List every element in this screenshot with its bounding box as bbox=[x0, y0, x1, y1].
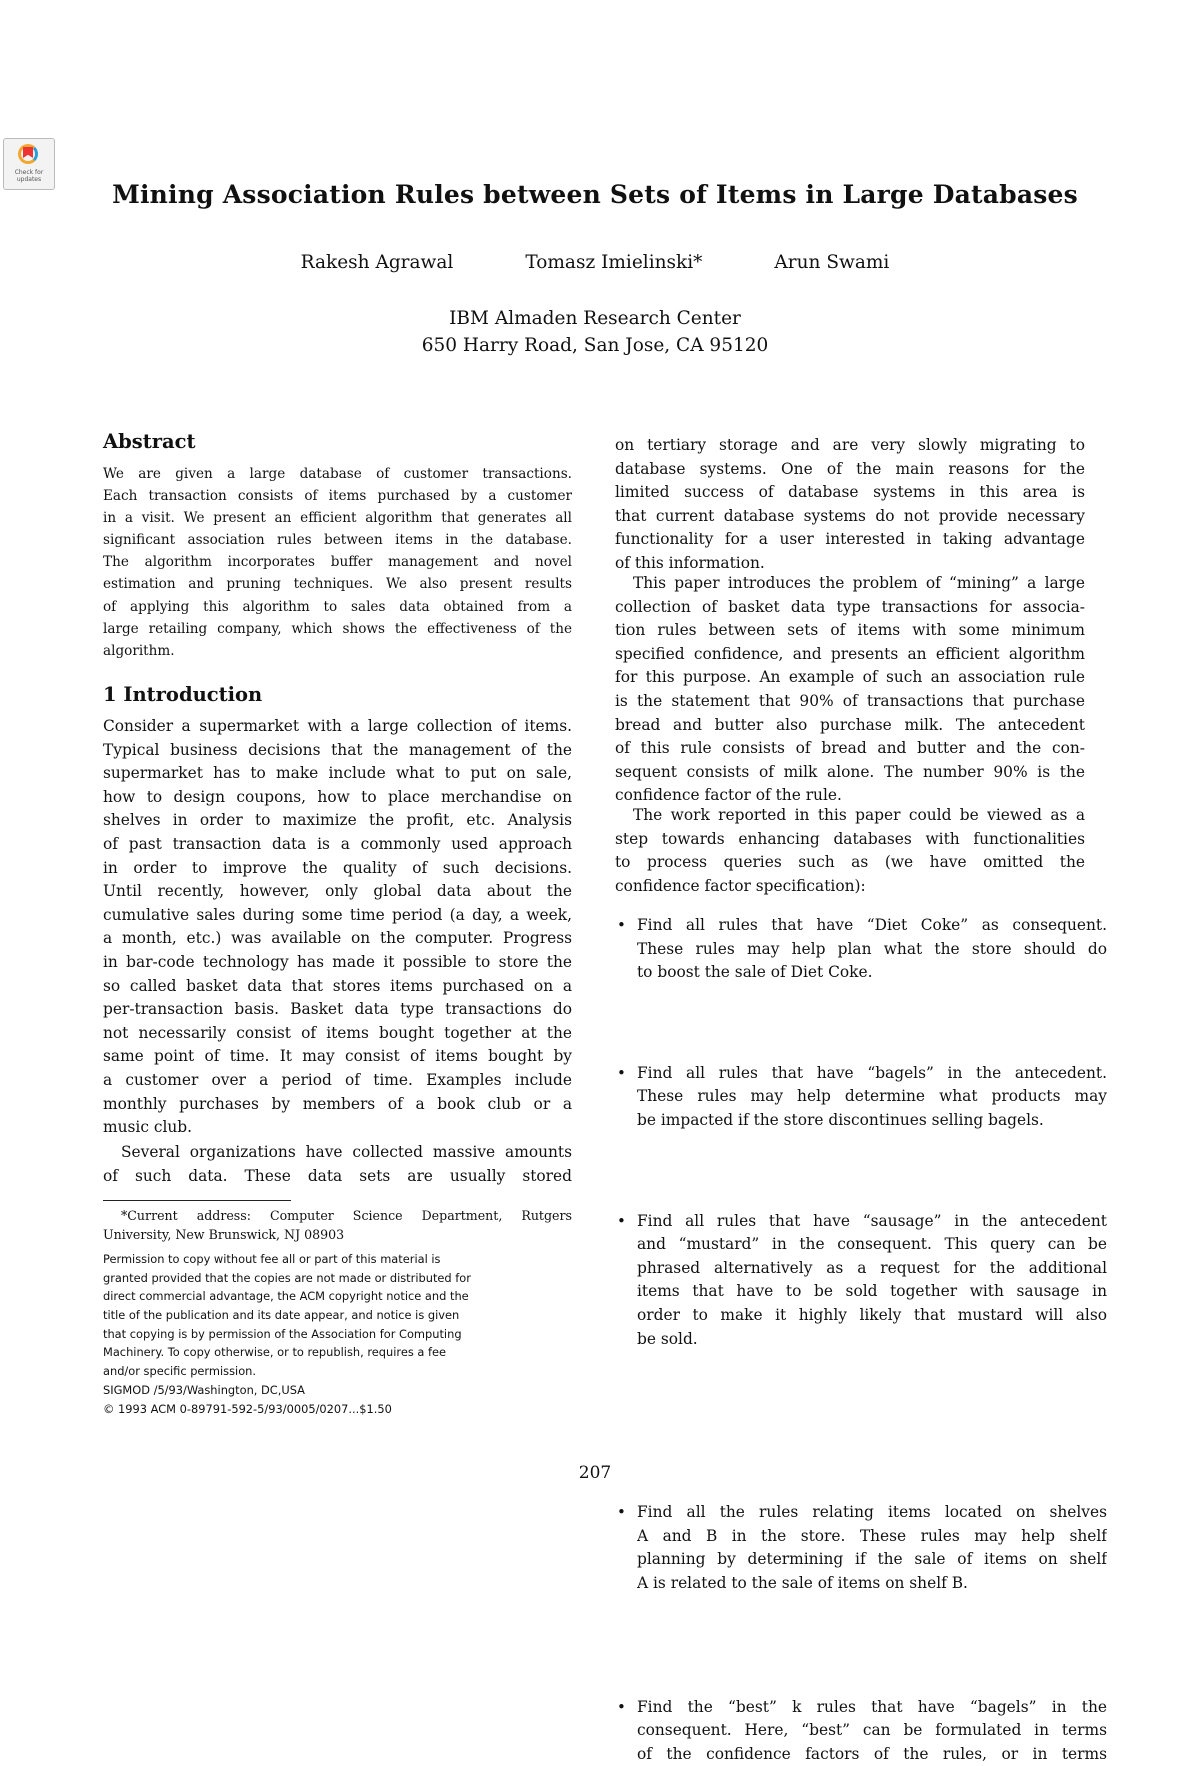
bullet-icon: • bbox=[617, 1696, 626, 1720]
text-line: to boost the sale of Diet Coke. bbox=[637, 961, 1107, 985]
bullet-item bbox=[615, 1210, 1107, 1352]
text-line: that current database systems do not provide necessary bbox=[615, 505, 1085, 529]
body-paragraph bbox=[615, 804, 1085, 898]
text-line: large retailing company, which shows the effectiveness of the bbox=[103, 618, 572, 640]
text-line: significant association rules between items in the database. bbox=[103, 529, 572, 551]
bullet-item bbox=[615, 1062, 1107, 1133]
text-line: sequent consists of milk alone. The number 90% is the bbox=[615, 761, 1085, 785]
text-line: a month, etc.) was available on the computer. Progress bbox=[103, 927, 572, 951]
text-line: Consider a supermarket with a large collection of items. bbox=[103, 715, 572, 739]
text-line: that copying is by permission of the Association for Computing bbox=[103, 1325, 572, 1344]
text-line: step towards enhancing databases with functionalities bbox=[615, 828, 1085, 852]
text-line: of this information. bbox=[615, 552, 1085, 576]
text-line: not necessarily consist of items bought together at the bbox=[103, 1022, 572, 1046]
bullet-icon: • bbox=[617, 914, 626, 938]
intro-paragraph bbox=[103, 715, 572, 1140]
author: Arun Swami bbox=[774, 252, 889, 273]
badge-label: Check for updates bbox=[4, 169, 54, 183]
author: Rakesh Agrawal bbox=[301, 252, 454, 273]
text-line: same point of time. It may consist of items bought by bbox=[103, 1045, 572, 1069]
bullet-icon: • bbox=[617, 1062, 626, 1086]
text-line: These rules may help determine what products may bbox=[637, 1085, 1107, 1109]
text-line: confidence factor of the rule. bbox=[615, 784, 1085, 808]
text-line: for this purpose. An example of such an association rule bbox=[615, 666, 1085, 690]
author: Tomasz Imielinski* bbox=[525, 252, 702, 273]
text-line: We are given a large database of customer transactions. bbox=[103, 463, 572, 485]
footnote-rule bbox=[103, 1200, 291, 1201]
text-line: in order to improve the quality of such decisions. bbox=[103, 857, 572, 881]
text-line: consequent. Here, “best” can be formulated in terms bbox=[637, 1719, 1107, 1743]
body-paragraph bbox=[615, 572, 1085, 808]
abstract-heading: Abstract bbox=[103, 430, 572, 453]
text-line: how to design coupons, how to place merchandise on bbox=[103, 786, 572, 810]
text-line: bread and butter also purchase milk. The antecedent bbox=[615, 714, 1085, 738]
text-line: database systems. One of the main reasons for the bbox=[615, 458, 1085, 482]
text-line: on tertiary storage and are very slowly migrating to bbox=[615, 434, 1085, 458]
text-line: title of the publication and its date appear, and notice is given bbox=[103, 1306, 572, 1325]
text-line: of the confidence factors of the rules, or in terms bbox=[637, 1743, 1107, 1766]
text-line: Several organizations have collected massive amounts bbox=[103, 1141, 572, 1165]
text-line: granted provided that the copies are not made or distributed for bbox=[103, 1269, 572, 1288]
text-line: estimation and pruning techniques. We also present results bbox=[103, 573, 572, 595]
text-line: Machinery. To copy otherwise, or to republish, requires a fee bbox=[103, 1343, 572, 1362]
text-line: Permission to copy without fee all or part of this material is bbox=[103, 1250, 572, 1269]
text-line: Each transaction consists of items purchased by a customer bbox=[103, 485, 572, 507]
text-line: monthly purchases by members of a book club or a bbox=[103, 1093, 572, 1117]
text-line: limited success of database systems in this area is bbox=[615, 481, 1085, 505]
bullet-item bbox=[615, 1501, 1107, 1595]
text-line: to process queries such as (we have omitted the bbox=[615, 851, 1085, 875]
affiliation bbox=[0, 305, 1190, 359]
text-line: The algorithm incorporates buffer management and novel bbox=[103, 551, 572, 573]
text-line: Until recently, however, only global data about the bbox=[103, 880, 572, 904]
text-line: collection of basket data type transactions for associa- bbox=[615, 596, 1085, 620]
author-list bbox=[0, 252, 1190, 273]
text-line: algorithm. bbox=[103, 640, 572, 662]
copyright-notice bbox=[103, 1250, 572, 1418]
text-line: of past transaction data is a commonly used approach bbox=[103, 833, 572, 857]
text-line: and “mustard” in the consequent. This query can be bbox=[637, 1233, 1107, 1257]
text-line: Find all rules that have “Diet Coke” as consequent. bbox=[637, 914, 1107, 938]
text-line: planning by determining if the sale of items on shelf bbox=[637, 1548, 1107, 1572]
text-line: functionality for a user interested in taking advantage bbox=[615, 528, 1085, 552]
text-line: and/or specific permission. bbox=[103, 1362, 572, 1381]
text-line: Typical business decisions that the management of the bbox=[103, 739, 572, 763]
text-line: supermarket has to make include what to put on sale, bbox=[103, 762, 572, 786]
text-line: This paper introduces the problem of “mining” a large bbox=[615, 572, 1085, 596]
text-line: specified confidence, and presents an efficient algorithm bbox=[615, 643, 1085, 667]
text-line: shelves in order to maximize the profit, etc. Analysis bbox=[103, 809, 572, 833]
text-line: of such data. These data sets are usually stored bbox=[103, 1165, 572, 1189]
text-line: confidence factor specification): bbox=[615, 875, 1085, 899]
text-line: These rules may help plan what the store should do bbox=[637, 938, 1107, 962]
text-line: cumulative sales during some time period (a day, a week, bbox=[103, 904, 572, 928]
text-line: A is related to the sale of items on shelf B. bbox=[637, 1572, 1107, 1596]
text-line: Find all rules that have “bagels” in the antecedent. bbox=[637, 1062, 1107, 1086]
text-line: Find all the rules relating items located on shelves bbox=[637, 1501, 1107, 1525]
page-number: 207 bbox=[0, 1463, 1190, 1483]
text-line: University, New Brunswick, NJ 08903 bbox=[103, 1226, 572, 1245]
text-line: items that have to be sold together with sausage in bbox=[637, 1280, 1107, 1304]
bullet-icon: • bbox=[617, 1501, 626, 1525]
bullet-item bbox=[615, 1696, 1107, 1766]
bullet-item bbox=[615, 914, 1107, 985]
text-line: phrased alternatively as a request for the additional bbox=[637, 1257, 1107, 1281]
text-line: is the statement that 90% of transactions that purchase bbox=[615, 690, 1085, 714]
text-line: A and B in the store. These rules may help shelf bbox=[637, 1525, 1107, 1549]
footnote-address bbox=[103, 1207, 572, 1244]
text-line: Find all rules that have “sausage” in the antecedent bbox=[637, 1210, 1107, 1234]
body-paragraph bbox=[615, 434, 1085, 576]
text-line: a customer over a period of time. Examples include bbox=[103, 1069, 572, 1093]
text-line: per-transaction basis. Basket data type transactions do bbox=[103, 998, 572, 1022]
affiliation-address: 650 Harry Road, San Jose, CA 95120 bbox=[0, 332, 1190, 359]
text-line: *Current address: Computer Science Department, Rutgers bbox=[103, 1207, 572, 1226]
text-line: in a visit. We present an efficient algorithm that generates all bbox=[103, 507, 572, 529]
text-line: be sold. bbox=[637, 1328, 1107, 1352]
text-line: SIGMOD /5/93/Washington, DC,USA bbox=[103, 1381, 572, 1400]
text-line: of applying this algorithm to sales data obtained from a bbox=[103, 596, 572, 618]
paper-title: Mining Association Rules between Sets of Items in Large Databases bbox=[0, 180, 1190, 209]
intro-paragraph bbox=[103, 1141, 572, 1188]
text-line: tion rules between sets of items with some minimum bbox=[615, 619, 1085, 643]
text-line: in bar-code technology has made it possible to store the bbox=[103, 951, 572, 975]
text-line: music club. bbox=[103, 1116, 572, 1140]
abstract-text bbox=[103, 463, 572, 662]
text-line: The work reported in this paper could be viewed as a bbox=[615, 804, 1085, 828]
section-heading-introduction: 1 Introduction bbox=[103, 683, 572, 706]
text-line: be impacted if the store discontinues selling bagels. bbox=[637, 1109, 1107, 1133]
text-line: of this rule consists of bread and butter and the con- bbox=[615, 737, 1085, 761]
affiliation-name: IBM Almaden Research Center bbox=[0, 305, 1190, 332]
text-line: Find the “best” k rules that have “bagels” in the bbox=[637, 1696, 1107, 1720]
text-line: order to make it highly likely that mustard will also bbox=[637, 1304, 1107, 1328]
text-line: © 1993 ACM 0-89791-592-5/93/0005/0207...$1.50 bbox=[103, 1400, 572, 1419]
bullet-icon: • bbox=[617, 1210, 626, 1234]
text-line: so called basket data that stores items purchased on a bbox=[103, 975, 572, 999]
text-line: direct commercial advantage, the ACM copyright notice and the bbox=[103, 1287, 572, 1306]
